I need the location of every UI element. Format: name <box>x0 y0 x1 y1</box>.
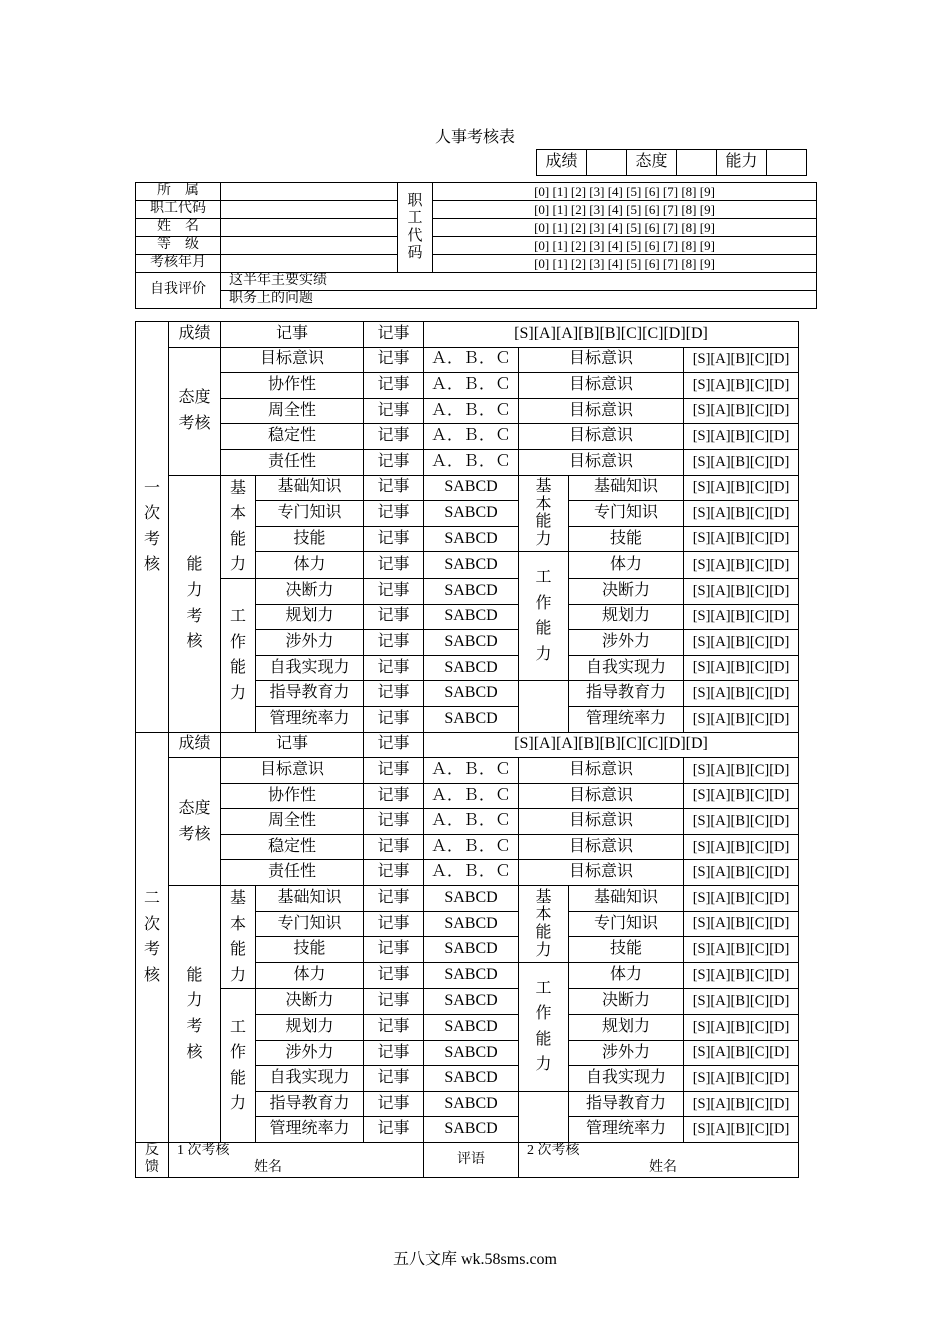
score-record-label: 记事 <box>221 732 364 758</box>
attitude-item: 协作性 <box>221 783 364 809</box>
record-field[interactable]: 记事 <box>364 526 424 552</box>
self-eval-achievements[interactable]: 这半年主要实绩 <box>221 273 817 291</box>
sabcd-rating[interactable]: SABCD <box>424 989 519 1015</box>
basic-ability-label-text: 基本能力 <box>230 890 247 984</box>
empty-cell <box>519 1091 569 1142</box>
info-table <box>135 182 817 309</box>
feedback-first[interactable] <box>169 1143 424 1178</box>
abc-rating[interactable]: Ａ．Ｂ．Ｃ <box>424 809 519 835</box>
attitude-item: 周全性 <box>221 398 364 424</box>
record-field[interactable]: 记事 <box>364 886 424 912</box>
summary-table <box>536 149 807 176</box>
ability-item-2: 涉外力 <box>569 1040 684 1066</box>
ability-item-2: 技能 <box>569 526 684 552</box>
sabcd-rating[interactable]: SABCD <box>424 475 519 501</box>
attitude-item-2: 目标意识 <box>519 758 684 784</box>
self-eval-label: 自我评价 <box>136 273 221 309</box>
grade-selector[interactable]: [S][A][B][C][D] <box>684 911 799 937</box>
record-field[interactable]: 记事 <box>364 398 424 424</box>
feedback-first-name-label: 姓名 <box>254 1160 282 1176</box>
work-ability-label-text: 工作能力 <box>230 608 247 702</box>
ability-item: 管理统率力 <box>256 1117 364 1143</box>
code-selector[interactable]: [0] [1] [2] [3] [4] [5] [6] [7] [8] [9] <box>433 183 817 201</box>
grade-selector[interactable]: [S][A][B][C][D] <box>684 630 799 656</box>
ability-item: 基础知识 <box>256 886 364 912</box>
abc-rating[interactable]: Ａ．Ｂ．Ｃ <box>424 783 519 809</box>
ability-item: 规划力 <box>256 1015 364 1041</box>
attitude-item-2: 目标意识 <box>519 398 684 424</box>
self-eval-problems[interactable]: 职务上的问题 <box>221 291 817 309</box>
record-field[interactable]: 记事 <box>364 962 424 989</box>
ability-item: 指导教育力 <box>256 1091 364 1117</box>
sabcd-rating[interactable]: SABCD <box>424 526 519 552</box>
sabcd-rating[interactable]: SABCD <box>424 1066 519 1092</box>
ability-item-2: 管理统率力 <box>569 1117 684 1143</box>
summary-score-label: 成绩 <box>537 150 587 176</box>
ability-group-label <box>169 886 221 1143</box>
grade-selector[interactable]: [S][A][B][C][D] <box>684 475 799 501</box>
score-record-label: 记事 <box>221 322 364 348</box>
work-ability-label-right-text: 工作能力 <box>535 979 552 1074</box>
work-ability-label <box>221 989 256 1143</box>
grade-selector[interactable]: [S][A][B][C][D] <box>684 758 799 784</box>
ability-item-2: 体力 <box>569 552 684 579</box>
record-field[interactable]: 记事 <box>364 552 424 579</box>
grade-selector[interactable]: [S][A][B][C][D] <box>684 1091 799 1117</box>
grade-selector[interactable]: [S][A][B][C][D] <box>684 1040 799 1066</box>
ability-item: 指导教育力 <box>256 681 364 707</box>
attitude-item-2: 目标意识 <box>519 834 684 860</box>
ability-item-2: 技能 <box>569 937 684 963</box>
record-field[interactable]: 记事 <box>364 501 424 527</box>
grade-selector[interactable]: [S][A][B][C][D] <box>684 706 799 732</box>
ability-item: 技能 <box>256 937 364 963</box>
basic-ability-label <box>221 475 256 578</box>
ability-item: 专门知识 <box>256 501 364 527</box>
record-field[interactable]: 记事 <box>364 1066 424 1092</box>
info-field[interactable] <box>221 237 398 255</box>
summary-attitude-label: 态度 <box>627 150 677 176</box>
record-field[interactable]: 记事 <box>364 758 424 784</box>
ability-item: 管理统率力 <box>256 706 364 732</box>
grade-scale[interactable]: [S][A][A][B][B][C][C][D][D] <box>424 732 799 758</box>
sabcd-rating[interactable]: SABCD <box>424 886 519 912</box>
grade-selector[interactable]: [S][A][B][C][D] <box>684 886 799 912</box>
attitude-item-2: 目标意识 <box>519 347 684 373</box>
ability-item-2: 自我实现力 <box>569 1066 684 1092</box>
abc-rating[interactable]: Ａ．Ｂ．Ｃ <box>424 424 519 450</box>
info-field[interactable] <box>221 255 398 273</box>
work-ability-label-text: 工作能力 <box>230 1018 247 1113</box>
summary-ability-label: 能力 <box>717 150 767 176</box>
grade-scale[interactable]: [S][A][A][B][B][C][C][D][D] <box>424 322 799 348</box>
attitude-item-2: 目标意识 <box>519 860 684 886</box>
summary-ability-field[interactable] <box>767 150 807 176</box>
ability-item-2: 指导教育力 <box>569 1091 684 1117</box>
record-field[interactable]: 记事 <box>364 989 424 1015</box>
code-selector[interactable]: [0] [1] [2] [3] [4] [5] [6] [7] [8] [9] <box>433 219 817 237</box>
sabcd-rating[interactable]: SABCD <box>424 1015 519 1041</box>
grade-selector[interactable]: [S][A][B][C][D] <box>684 552 799 579</box>
sabcd-rating[interactable]: SABCD <box>424 1117 519 1143</box>
code-selector[interactable]: [0] [1] [2] [3] [4] [5] [6] [7] [8] [9] <box>433 201 817 219</box>
attitude-item-2: 目标意识 <box>519 373 684 399</box>
feedback-second[interactable] <box>519 1143 799 1178</box>
ability-item-2: 管理统率力 <box>569 706 684 732</box>
sabcd-rating[interactable]: SABCD <box>424 630 519 656</box>
grade-selector[interactable]: [S][A][B][C][D] <box>684 501 799 527</box>
empty-cell <box>519 681 569 732</box>
ability-item-2: 自我实现力 <box>569 655 684 681</box>
attitude-item: 责任性 <box>221 449 364 475</box>
ability-item-2: 基础知识 <box>569 886 684 912</box>
footer-text: 五八文库 wk.58sms.com <box>392 1251 557 1268</box>
record-field[interactable]: 记事 <box>364 681 424 707</box>
info-label: 职工代码 <box>136 201 221 219</box>
ability-item-2: 规划力 <box>569 1015 684 1041</box>
sabcd-rating[interactable]: SABCD <box>424 552 519 579</box>
feedback-label <box>136 1143 169 1178</box>
attitude-group-text: 态度考核 <box>178 799 211 843</box>
record-field[interactable]: 记事 <box>364 809 424 835</box>
abc-rating[interactable]: Ａ．Ｂ．Ｃ <box>424 398 519 424</box>
code-selector[interactable]: [0] [1] [2] [3] [4] [5] [6] [7] [8] [9] <box>433 237 817 255</box>
feedback-comment-1[interactable]: 评语 <box>424 1143 519 1178</box>
code-selector[interactable]: [0] [1] [2] [3] [4] [5] [6] [7] [8] [9] <box>433 255 817 273</box>
feedback-second-inner <box>519 1143 798 1177</box>
info-field[interactable] <box>221 201 398 219</box>
work-ability-label-right <box>519 552 569 681</box>
grade-selector[interactable]: [S][A][B][C][D] <box>684 449 799 475</box>
ability-item-2: 体力 <box>569 962 684 989</box>
attitude-item: 目标意识 <box>221 347 364 373</box>
grade-selector[interactable]: [S][A][B][C][D] <box>684 860 799 886</box>
ability-item: 体力 <box>256 962 364 989</box>
grade-selector[interactable]: [S][A][B][C][D] <box>684 398 799 424</box>
basic-ability-label-right <box>519 475 569 552</box>
abc-rating[interactable]: Ａ．Ｂ．Ｃ <box>424 449 519 475</box>
abc-rating[interactable]: Ａ．Ｂ．Ｃ <box>424 373 519 399</box>
grade-selector[interactable]: [S][A][B][C][D] <box>684 655 799 681</box>
attitude-item: 目标意识 <box>221 758 364 784</box>
record-field[interactable]: 记事 <box>364 604 424 630</box>
record-field[interactable]: 记事 <box>364 424 424 450</box>
sabcd-rating[interactable]: SABCD <box>424 501 519 527</box>
ability-item-2: 专门知识 <box>569 501 684 527</box>
info-label: 姓 名 <box>136 219 221 237</box>
ability-item-2: 决断力 <box>569 989 684 1015</box>
ability-group-label-text: 能力考核 <box>186 966 203 1061</box>
record-field[interactable]: 记事 <box>364 347 424 373</box>
abc-rating[interactable]: Ａ．Ｂ．Ｃ <box>424 758 519 784</box>
grade-selector[interactable]: [S][A][B][C][D] <box>684 834 799 860</box>
grade-selector[interactable]: [S][A][B][C][D] <box>684 578 799 604</box>
work-ability-label-right-text: 工作能力 <box>535 569 552 663</box>
record-field[interactable]: 记事 <box>364 630 424 656</box>
attitude-item-2: 目标意识 <box>519 783 684 809</box>
basic-ability-label-right-text: 基本能力 <box>535 888 552 959</box>
page-title: 人事考核表 <box>434 129 515 146</box>
sabcd-rating[interactable]: SABCD <box>424 937 519 963</box>
attitude-item: 协作性 <box>221 373 364 399</box>
ability-item: 专门知识 <box>256 911 364 937</box>
info-field[interactable] <box>221 183 398 201</box>
ability-item: 技能 <box>256 526 364 552</box>
info-label: 考核年月 <box>136 255 221 273</box>
sabcd-rating[interactable]: SABCD <box>424 681 519 707</box>
feedback-second-name-label: 姓名 <box>649 1160 678 1176</box>
abc-rating[interactable]: Ａ．Ｂ．Ｃ <box>424 347 519 373</box>
feedback-first-round: 1 次考核 <box>177 1143 230 1158</box>
sabcd-rating[interactable]: SABCD <box>424 1040 519 1066</box>
ability-item: 规划力 <box>256 604 364 630</box>
grade-selector[interactable]: [S][A][B][C][D] <box>684 373 799 399</box>
review-table <box>135 321 799 1178</box>
record-field[interactable]: 记事 <box>364 1117 424 1143</box>
abc-rating[interactable]: Ａ．Ｂ．Ｃ <box>424 860 519 886</box>
attitude-item: 责任性 <box>221 860 364 886</box>
ability-item: 涉外力 <box>256 630 364 656</box>
ability-item-2: 涉外力 <box>569 630 684 656</box>
grade-selector[interactable]: [S][A][B][C][D] <box>684 989 799 1015</box>
attitude-item-2: 目标意识 <box>519 809 684 835</box>
basic-ability-label-text: 基本能力 <box>230 479 247 574</box>
ability-item: 自我实现力 <box>256 655 364 681</box>
feedback-text: 反馈 <box>145 1143 159 1175</box>
work-ability-label-right <box>519 962 569 1091</box>
grade-selector[interactable]: [S][A][B][C][D] <box>684 604 799 630</box>
record-field[interactable]: 记事 <box>364 322 424 348</box>
grade-selector[interactable]: [S][A][B][C][D] <box>684 1015 799 1041</box>
info-label: 等 级 <box>136 237 221 255</box>
attitude-item-2: 目标意识 <box>519 424 684 450</box>
grade-selector[interactable]: [S][A][B][C][D] <box>684 809 799 835</box>
basic-ability-label <box>221 886 256 989</box>
ability-item: 涉外力 <box>256 1040 364 1066</box>
ability-group-label <box>169 475 221 732</box>
record-field[interactable]: 记事 <box>364 578 424 604</box>
attitude-item: 稳定性 <box>221 834 364 860</box>
ability-item: 体力 <box>256 552 364 579</box>
employee-code-text: 职工代码 <box>407 193 423 261</box>
score-label: 成绩 <box>169 322 221 348</box>
round2-label <box>136 732 169 1143</box>
record-field[interactable]: 记事 <box>364 1015 424 1041</box>
record-field[interactable]: 记事 <box>364 860 424 886</box>
sabcd-rating[interactable]: SABCD <box>424 911 519 937</box>
attitude-group-label <box>169 347 221 475</box>
info-field[interactable] <box>221 219 398 237</box>
grade-selector[interactable]: [S][A][B][C][D] <box>684 681 799 707</box>
record-field[interactable]: 记事 <box>364 373 424 399</box>
record-field[interactable]: 记事 <box>364 937 424 963</box>
record-field[interactable]: 记事 <box>364 783 424 809</box>
grade-selector[interactable]: [S][A][B][C][D] <box>684 526 799 552</box>
ability-item: 决断力 <box>256 578 364 604</box>
round1-label-text: 一次考核 <box>144 479 161 574</box>
basic-ability-label-right <box>519 886 569 963</box>
record-field[interactable]: 记事 <box>364 732 424 758</box>
record-field[interactable]: 记事 <box>364 911 424 937</box>
attitude-group-label <box>169 758 221 886</box>
attitude-item: 稳定性 <box>221 424 364 450</box>
ability-item: 决断力 <box>256 989 364 1015</box>
sabcd-rating[interactable]: SABCD <box>424 706 519 732</box>
sabcd-rating[interactable]: SABCD <box>424 578 519 604</box>
sabcd-rating[interactable]: SABCD <box>424 655 519 681</box>
sabcd-rating[interactable]: SABCD <box>424 1091 519 1117</box>
ability-item-2: 决断力 <box>569 578 684 604</box>
basic-ability-label-right-text: 基本能力 <box>535 478 552 549</box>
grade-selector[interactable]: [S][A][B][C][D] <box>684 783 799 809</box>
record-field[interactable]: 记事 <box>364 475 424 501</box>
abc-rating[interactable]: Ａ．Ｂ．Ｃ <box>424 834 519 860</box>
record-field[interactable]: 记事 <box>364 1091 424 1117</box>
ability-item-2: 专门知识 <box>569 911 684 937</box>
work-ability-label <box>221 578 256 732</box>
record-field[interactable]: 记事 <box>364 706 424 732</box>
feedback-second-round: 2 次考核 <box>527 1143 580 1158</box>
ability-group-label-text: 能力考核 <box>186 556 203 651</box>
round2-label-text: 二次考核 <box>144 890 161 984</box>
record-field[interactable]: 记事 <box>364 834 424 860</box>
attitude-item: 周全性 <box>221 809 364 835</box>
ability-item-2: 指导教育力 <box>569 681 684 707</box>
grade-selector[interactable]: [S][A][B][C][D] <box>684 1066 799 1092</box>
grade-selector[interactable]: [S][A][B][C][D] <box>684 962 799 989</box>
grade-selector[interactable]: [S][A][B][C][D] <box>684 937 799 963</box>
grade-selector[interactable]: [S][A][B][C][D] <box>684 424 799 450</box>
ability-item: 自我实现力 <box>256 1066 364 1092</box>
grade-selector[interactable]: [S][A][B][C][D] <box>684 1117 799 1143</box>
summary-attitude-field[interactable] <box>677 150 717 176</box>
info-label: 所 属 <box>136 183 221 201</box>
record-field[interactable]: 记事 <box>364 449 424 475</box>
ability-item: 基础知识 <box>256 475 364 501</box>
ability-item-2: 规划力 <box>569 604 684 630</box>
record-field[interactable]: 记事 <box>364 1040 424 1066</box>
grade-selector[interactable]: [S][A][B][C][D] <box>684 347 799 373</box>
sabcd-rating[interactable]: SABCD <box>424 962 519 989</box>
summary-score-field[interactable] <box>587 150 627 176</box>
attitude-item-2: 目标意识 <box>519 449 684 475</box>
record-field[interactable]: 记事 <box>364 655 424 681</box>
sabcd-rating[interactable]: SABCD <box>424 604 519 630</box>
ability-item-2: 基础知识 <box>569 475 684 501</box>
feedback-first-inner <box>169 1143 423 1177</box>
employee-code-label <box>398 183 433 273</box>
attitude-group-text: 态度考核 <box>178 389 211 433</box>
score-label: 成绩 <box>169 732 221 758</box>
round1-label <box>136 322 169 733</box>
